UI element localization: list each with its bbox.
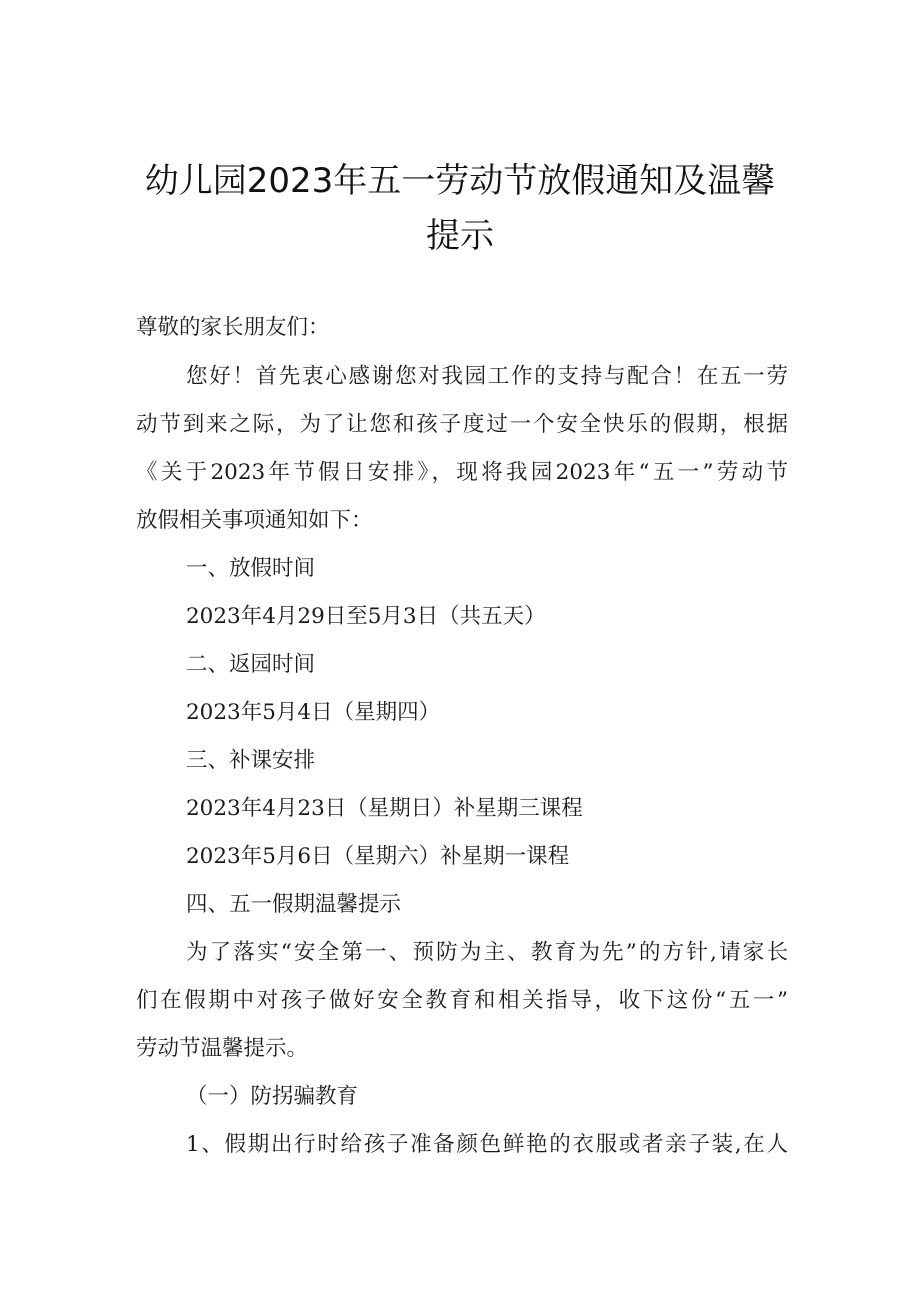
section4-heading: 四、五一假期温馨提示 [186, 892, 402, 917]
item1-text: 1、假期出行时给孩子准备颜色鲜艳的衣服或者亲子装,在人 [186, 1132, 788, 1157]
document-title-line2: 提示 [426, 216, 494, 256]
section3-item-1: 2023年4月23日（星期日）补星期三课程 [186, 796, 583, 821]
section2-text: 2023年5月4日（星期四） [186, 700, 441, 725]
document-title-line1: 幼儿园2023年五一劳动节放假通知及温馨 [144, 161, 776, 201]
section4-intro-line-1: 为了落实“安全第一、预防为主、教育为先”的方针,请家长 [186, 940, 788, 965]
section3-item-2: 2023年5月6日（星期六）补星期一课程 [186, 844, 570, 869]
greeting: 尊敬的家长朋友们： [136, 315, 330, 340]
section4-intro-line-3: 劳动节温馨提示。 [136, 1036, 309, 1061]
intro-line-4: 放假相关事项通知如下： [136, 508, 373, 533]
subsection1-heading: （一）防拐骗教育 [186, 1084, 359, 1109]
intro-line-1: 您好！首先衷心感谢您对我园工作的支持与配合！在五一劳 [186, 364, 788, 389]
section2-heading: 二、返园时间 [186, 652, 316, 677]
section4-intro-line-2: 们在假期中对孩子做好安全教育和相关指导，收下这份“五一” [136, 988, 788, 1013]
section3-heading: 三、补课安排 [186, 748, 316, 773]
intro-line-3: 《关于2023年节假日安排》，现将我园2023年“五一”劳动节 [136, 460, 788, 485]
section1-text: 2023年4月29日至5月3日（共五天） [186, 604, 546, 629]
section1-heading: 一、放假时间 [186, 556, 316, 581]
intro-line-2: 动节到来之际，为了让您和孩子度过一个安全快乐的假期，根据 [136, 412, 788, 437]
